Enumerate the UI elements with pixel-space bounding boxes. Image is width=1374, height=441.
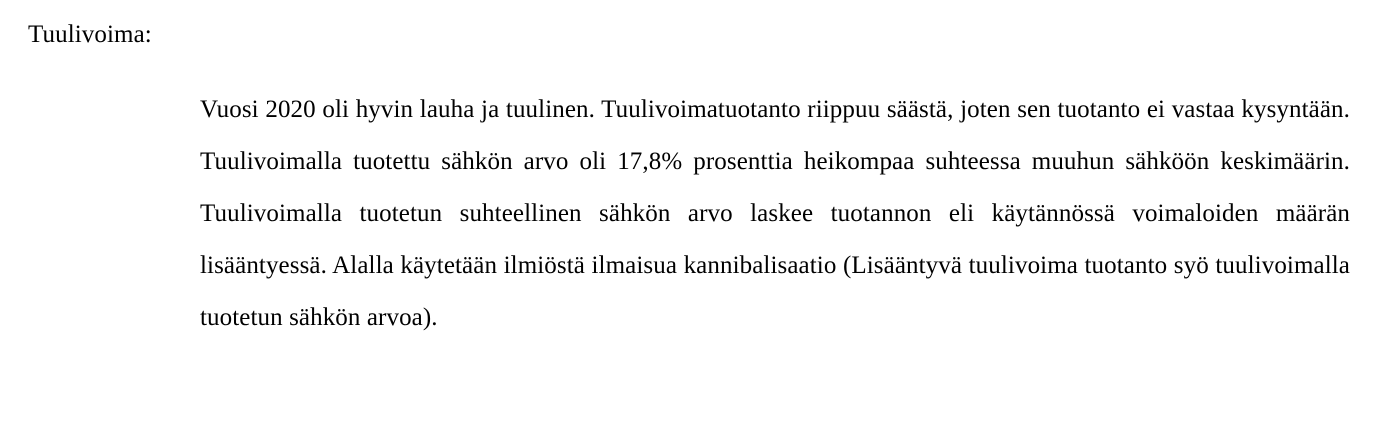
body-paragraph: Vuosi 2020 oli hyvin lauha ja tuulinen. Tuulivoimatuotanto riippuu säästä, joten sen tuotanto ei vastaa kysyntään. Tuulivoimalla tuotettu sähkön arvo oli 17,8% prosenttia heikompaa suhteessa muuhun sähköön keskimäärin. Tuulivoimalla tuotetun suhteellinen sähkön arvo laskee tuotannon eli käytännössä voimaloiden määrän lisääntyessä. Alalla käytetään ilmiöstä ilmaisua kannibalisaatio (Lisääntyvä tuulivoima tuotanto syö tuulivoimalla tuotetun sähkön arvoa).: [200, 96, 1350, 331]
section-heading: Tuulivoima:: [28, 21, 152, 48]
body-text-block: [200, 84, 1350, 344]
